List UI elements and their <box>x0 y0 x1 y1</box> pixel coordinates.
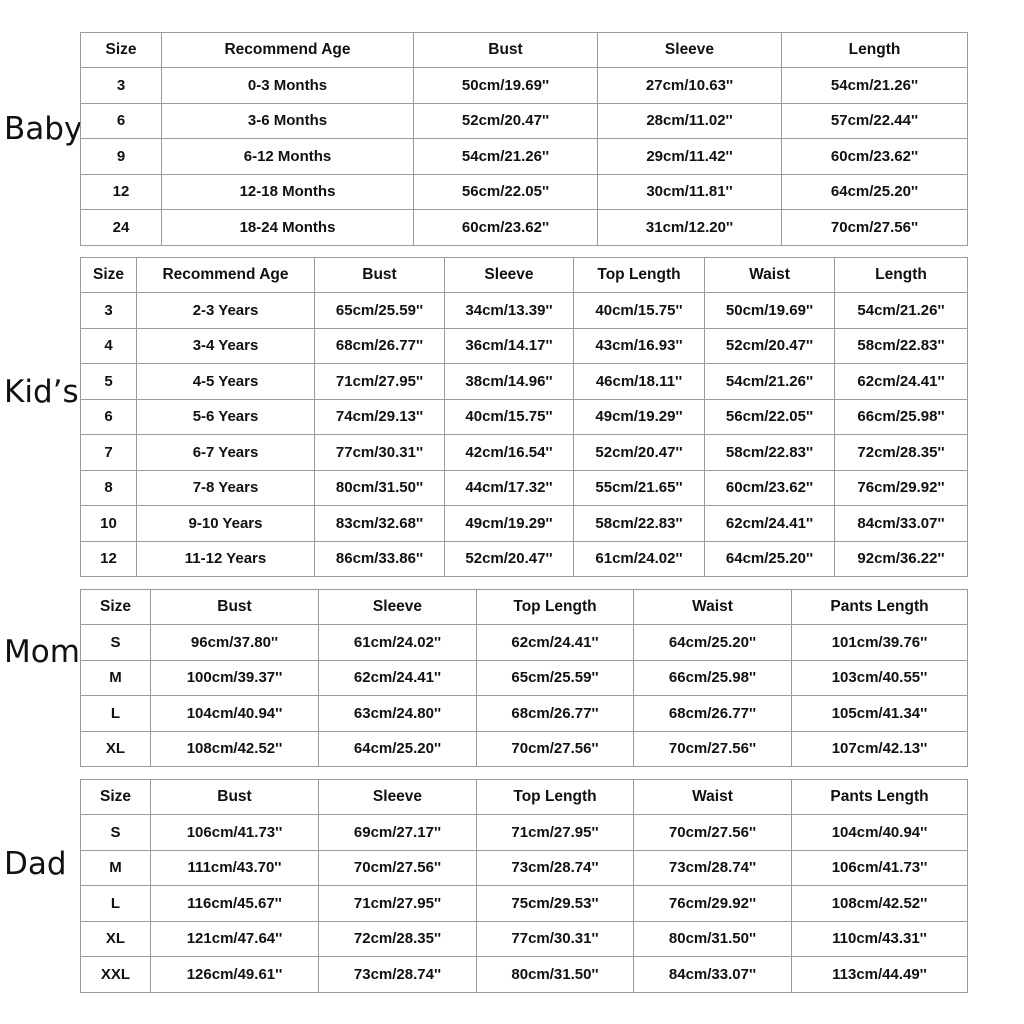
table-cell: 77cm/30.31'' <box>315 435 445 471</box>
table-cell: 108cm/42.52'' <box>792 886 968 922</box>
table-cell: 44cm/17.32'' <box>445 470 574 506</box>
table-row <box>81 921 968 957</box>
table-cell: 50cm/19.69'' <box>414 68 598 104</box>
table-cell: 46cm/18.11'' <box>574 364 705 400</box>
table-cell: 73cm/28.74'' <box>319 957 477 993</box>
table-cell: 54cm/21.26'' <box>414 139 598 175</box>
table-cell: 40cm/15.75'' <box>445 399 574 435</box>
table-cell: 57cm/22.44'' <box>782 103 968 139</box>
table-row <box>81 174 968 210</box>
table-row <box>81 328 968 364</box>
table-cell: 56cm/22.05'' <box>414 174 598 210</box>
kids-size-table <box>80 257 968 577</box>
table-row <box>81 364 968 400</box>
table-cell: 40cm/15.75'' <box>574 293 705 329</box>
size-cell: 4 <box>81 328 137 364</box>
size-cell: 24 <box>81 210 162 246</box>
table-row <box>81 210 968 246</box>
table-cell: 11-12 Years <box>137 541 315 577</box>
header-cell: Top Length <box>477 590 634 625</box>
table-cell: 71cm/27.95'' <box>477 815 634 851</box>
size-cell: XL <box>81 731 151 767</box>
table-row <box>81 293 968 329</box>
mom-section-label: Mom <box>4 634 80 670</box>
table-cell: 74cm/29.13'' <box>315 399 445 435</box>
table-cell: 5-6 Years <box>137 399 315 435</box>
table-cell: 60cm/23.62'' <box>414 210 598 246</box>
baby-size-table <box>80 32 968 246</box>
header-cell: Bust <box>315 258 445 293</box>
size-cell: M <box>81 660 151 696</box>
table-row <box>81 103 968 139</box>
table-row <box>81 731 968 767</box>
size-cell: 5 <box>81 364 137 400</box>
table-cell: 52cm/20.47'' <box>414 103 598 139</box>
table-cell: 105cm/41.34'' <box>792 696 968 732</box>
table-cell: 104cm/40.94'' <box>792 815 968 851</box>
table-cell: 30cm/11.81'' <box>598 174 782 210</box>
table-cell: 61cm/24.02'' <box>574 541 705 577</box>
table-cell: 113cm/44.49'' <box>792 957 968 993</box>
table-cell: 66cm/25.98'' <box>634 660 792 696</box>
table-cell: 64cm/25.20'' <box>705 541 835 577</box>
table-cell: 71cm/27.95'' <box>319 886 477 922</box>
table-cell: 3-4 Years <box>137 328 315 364</box>
size-cell: 12 <box>81 541 137 577</box>
size-cell: XXL <box>81 957 151 993</box>
table-cell: 62cm/24.41'' <box>835 364 968 400</box>
table-cell: 43cm/16.93'' <box>574 328 705 364</box>
header-cell: Pants Length <box>792 590 968 625</box>
table-cell: 75cm/29.53'' <box>477 886 634 922</box>
header-cell: Sleeve <box>598 33 782 68</box>
table-cell: 68cm/26.77'' <box>477 696 634 732</box>
size-cell: XL <box>81 921 151 957</box>
header-cell: Bust <box>151 780 319 815</box>
header-cell: Top Length <box>574 258 705 293</box>
table-cell: 61cm/24.02'' <box>319 625 477 661</box>
size-cell: 6 <box>81 103 162 139</box>
table-cell: 116cm/45.67'' <box>151 886 319 922</box>
header-cell: Sleeve <box>445 258 574 293</box>
table-cell: 52cm/20.47'' <box>574 435 705 471</box>
table-cell: 76cm/29.92'' <box>634 886 792 922</box>
header-cell: Size <box>81 258 137 293</box>
header-cell: Sleeve <box>319 590 477 625</box>
table-cell: 64cm/25.20'' <box>782 174 968 210</box>
table-cell: 70cm/27.56'' <box>634 815 792 851</box>
table-cell: 54cm/21.26'' <box>782 68 968 104</box>
table-row <box>81 506 968 542</box>
header-cell: Recommend Age <box>162 33 414 68</box>
size-cell: S <box>81 815 151 851</box>
table-cell: 6-7 Years <box>137 435 315 471</box>
header-cell: Bust <box>414 33 598 68</box>
table-cell: 56cm/22.05'' <box>705 399 835 435</box>
size-cell: 12 <box>81 174 162 210</box>
table-row <box>81 139 968 175</box>
table-cell: 101cm/39.76'' <box>792 625 968 661</box>
table-cell: 63cm/24.80'' <box>319 696 477 732</box>
table-cell: 58cm/22.83'' <box>574 506 705 542</box>
table-cell: 70cm/27.56'' <box>782 210 968 246</box>
table-cell: 60cm/23.62'' <box>782 139 968 175</box>
table-header-row <box>81 590 968 625</box>
table-cell: 27cm/10.63'' <box>598 68 782 104</box>
table-cell: 58cm/22.83'' <box>705 435 835 471</box>
table-cell: 108cm/42.52'' <box>151 731 319 767</box>
table-row <box>81 541 968 577</box>
table-cell: 64cm/25.20'' <box>319 731 477 767</box>
table-cell: 106cm/41.73'' <box>151 815 319 851</box>
table-cell: 77cm/30.31'' <box>477 921 634 957</box>
header-cell: Waist <box>634 590 792 625</box>
table-cell: 9-10 Years <box>137 506 315 542</box>
table-cell: 72cm/28.35'' <box>319 921 477 957</box>
table-cell: 7-8 Years <box>137 470 315 506</box>
table-cell: 52cm/20.47'' <box>445 541 574 577</box>
table-cell: 96cm/37.80'' <box>151 625 319 661</box>
header-cell: Size <box>81 780 151 815</box>
table-cell: 76cm/29.92'' <box>835 470 968 506</box>
table-row <box>81 660 968 696</box>
table-row <box>81 957 968 993</box>
table-cell: 34cm/13.39'' <box>445 293 574 329</box>
size-cell: 6 <box>81 399 137 435</box>
table-cell: 69cm/27.17'' <box>319 815 477 851</box>
table-row <box>81 696 968 732</box>
size-cell: 9 <box>81 139 162 175</box>
table-header-row <box>81 258 968 293</box>
size-cell: S <box>81 625 151 661</box>
dad-size-table <box>80 779 968 993</box>
table-cell: 65cm/25.59'' <box>315 293 445 329</box>
header-cell: Waist <box>634 780 792 815</box>
table-row <box>81 399 968 435</box>
table-cell: 31cm/12.20'' <box>598 210 782 246</box>
table-cell: 4-5 Years <box>137 364 315 400</box>
table-cell: 84cm/33.07'' <box>835 506 968 542</box>
table-cell: 29cm/11.42'' <box>598 139 782 175</box>
size-cell: L <box>81 696 151 732</box>
header-cell: Waist <box>705 258 835 293</box>
table-cell: 107cm/42.13'' <box>792 731 968 767</box>
table-cell: 42cm/16.54'' <box>445 435 574 471</box>
table-cell: 0-3 Months <box>162 68 414 104</box>
table-cell: 70cm/27.56'' <box>634 731 792 767</box>
table-cell: 71cm/27.95'' <box>315 364 445 400</box>
table-cell: 126cm/49.61'' <box>151 957 319 993</box>
table-cell: 49cm/19.29'' <box>445 506 574 542</box>
table-cell: 68cm/26.77'' <box>634 696 792 732</box>
table-cell: 84cm/33.07'' <box>634 957 792 993</box>
table-cell: 92cm/36.22'' <box>835 541 968 577</box>
table-header-row <box>81 780 968 815</box>
table-cell: 58cm/22.83'' <box>835 328 968 364</box>
table-cell: 100cm/39.37'' <box>151 660 319 696</box>
table-cell: 6-12 Months <box>162 139 414 175</box>
size-cell: L <box>81 886 151 922</box>
header-cell: Bust <box>151 590 319 625</box>
table-cell: 83cm/32.68'' <box>315 506 445 542</box>
size-cell: 7 <box>81 435 137 471</box>
table-cell: 66cm/25.98'' <box>835 399 968 435</box>
table-cell: 36cm/14.17'' <box>445 328 574 364</box>
table-cell: 52cm/20.47'' <box>705 328 835 364</box>
mom-size-table <box>80 589 968 767</box>
table-cell: 28cm/11.02'' <box>598 103 782 139</box>
table-cell: 73cm/28.74'' <box>634 850 792 886</box>
table-cell: 73cm/28.74'' <box>477 850 634 886</box>
table-row <box>81 470 968 506</box>
dad-section-label: Dad <box>4 846 67 882</box>
table-row <box>81 435 968 471</box>
table-header-row <box>81 33 968 68</box>
table-cell: 54cm/21.26'' <box>705 364 835 400</box>
size-cell: 3 <box>81 68 162 104</box>
size-cell: M <box>81 850 151 886</box>
table-cell: 70cm/27.56'' <box>319 850 477 886</box>
table-cell: 3-6 Months <box>162 103 414 139</box>
table-cell: 62cm/24.41'' <box>319 660 477 696</box>
table-cell: 65cm/25.59'' <box>477 660 634 696</box>
table-row <box>81 886 968 922</box>
header-cell: Size <box>81 590 151 625</box>
table-row <box>81 815 968 851</box>
table-cell: 80cm/31.50'' <box>634 921 792 957</box>
table-cell: 121cm/47.64'' <box>151 921 319 957</box>
table-cell: 50cm/19.69'' <box>705 293 835 329</box>
table-cell: 111cm/43.70'' <box>151 850 319 886</box>
table-cell: 106cm/41.73'' <box>792 850 968 886</box>
table-cell: 110cm/43.31'' <box>792 921 968 957</box>
table-cell: 55cm/21.65'' <box>574 470 705 506</box>
kids-section-label: Kid’s <box>4 374 79 410</box>
table-cell: 2-3 Years <box>137 293 315 329</box>
table-cell: 62cm/24.41'' <box>477 625 634 661</box>
table-cell: 80cm/31.50'' <box>477 957 634 993</box>
table-cell: 12-18 Months <box>162 174 414 210</box>
header-cell: Size <box>81 33 162 68</box>
table-cell: 49cm/19.29'' <box>574 399 705 435</box>
size-cell: 8 <box>81 470 137 506</box>
table-cell: 18-24 Months <box>162 210 414 246</box>
table-row <box>81 850 968 886</box>
table-cell: 103cm/40.55'' <box>792 660 968 696</box>
header-cell: Length <box>782 33 968 68</box>
baby-section-label: Baby <box>4 111 83 147</box>
header-cell: Recommend Age <box>137 258 315 293</box>
table-cell: 60cm/23.62'' <box>705 470 835 506</box>
header-cell: Sleeve <box>319 780 477 815</box>
table-cell: 38cm/14.96'' <box>445 364 574 400</box>
size-cell: 3 <box>81 293 137 329</box>
header-cell: Top Length <box>477 780 634 815</box>
table-cell: 70cm/27.56'' <box>477 731 634 767</box>
table-cell: 64cm/25.20'' <box>634 625 792 661</box>
table-row <box>81 68 968 104</box>
table-cell: 80cm/31.50'' <box>315 470 445 506</box>
table-cell: 62cm/24.41'' <box>705 506 835 542</box>
table-cell: 104cm/40.94'' <box>151 696 319 732</box>
header-cell: Length <box>835 258 968 293</box>
table-cell: 86cm/33.86'' <box>315 541 445 577</box>
table-cell: 68cm/26.77'' <box>315 328 445 364</box>
header-cell: Pants Length <box>792 780 968 815</box>
table-cell: 72cm/28.35'' <box>835 435 968 471</box>
table-row <box>81 625 968 661</box>
table-cell: 54cm/21.26'' <box>835 293 968 329</box>
size-cell: 10 <box>81 506 137 542</box>
